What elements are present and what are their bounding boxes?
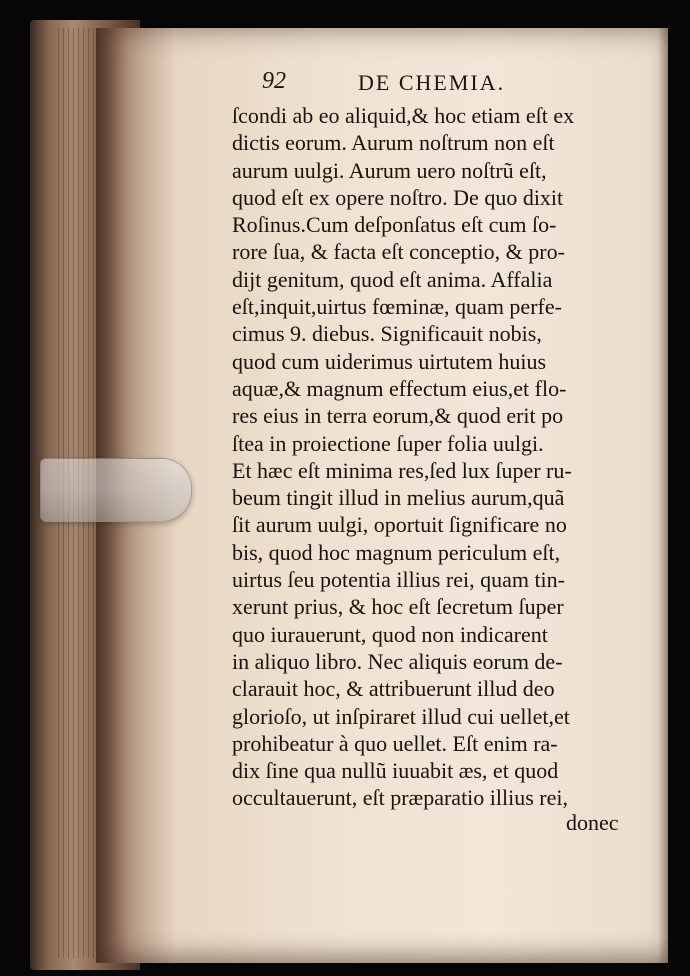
text-line: occultauerunt, eſt præparatio illius rei, (232, 785, 569, 811)
page-right-shadow (658, 28, 668, 963)
text-line: clarauit hoc, & attribuerunt illud deo (232, 676, 555, 702)
text-line: uirtus ſeu potentia illius rei, quam tin- (232, 567, 565, 593)
text-line: prohibeatur à quo uellet. Eſt enim ra- (232, 730, 558, 756)
text-line: dictis eorum. Aurum noſtrum non eſt (232, 130, 555, 156)
page-header (262, 66, 602, 102)
text-line: dijt genitum, quod eſt anima. Affalia (232, 266, 553, 292)
text-line: quod eſt ex opere noſtro. De quo dixit (232, 184, 564, 210)
running-head: DE CHEMIA. (358, 70, 506, 95)
text-line: aurum uulgi. Aurum uero noſtrũ eſt, (232, 157, 547, 183)
text-line: dix ſine qua nullũ iuuabit æs, et quod (232, 758, 559, 784)
text-line: eſt,inquit,uirtus fœminæ, quam perfe- (232, 294, 562, 320)
body-text (232, 102, 642, 812)
text-line: quo iurauerunt, quod non indicarent (232, 621, 548, 647)
page-number: 92 (262, 68, 286, 94)
text-line: quod cum uiderimus uirtutem huius (232, 348, 547, 374)
text-line: ſit aurum uulgi, oportuit ſignificare no (232, 512, 567, 538)
text-line: rore ſua, & facta eſt conceptio, & pro- (232, 239, 565, 265)
text-line: Et hæc eſt minima res,ſed lux ſuper ru- (232, 457, 572, 483)
text-line: glorioſo, ut inſpiraret illud cui uellet,et (232, 703, 570, 729)
text-line: beum tingit illud in melius aurum,quã (232, 485, 565, 511)
text-line: ſcondi ab eo aliquid,& hoc etiam eſt ex (232, 103, 575, 128)
text-line: cimus 9. diebus. Significauit nobis, (232, 321, 542, 347)
text-line: xerunt prius, & hoc eſt ſecretum ſuper (232, 594, 564, 620)
text-line: aquæ,& magnum effectum eius,et flo- (232, 375, 567, 401)
text-line: bis, quod hoc magnum periculum eſt, (232, 539, 561, 565)
text-line: in aliquo libro. Nec aliquis eorum de- (232, 648, 563, 674)
text-line: Roſinus.Cum deſponſatus eſt cum ſo- (232, 212, 557, 238)
catchword: donec (566, 810, 619, 835)
text-line: res eius in terra eorum,& quod erit po (232, 403, 564, 429)
page-clip (40, 458, 192, 522)
text-line: ſtea in proiectione ſuper folia uulgi. (232, 430, 544, 456)
